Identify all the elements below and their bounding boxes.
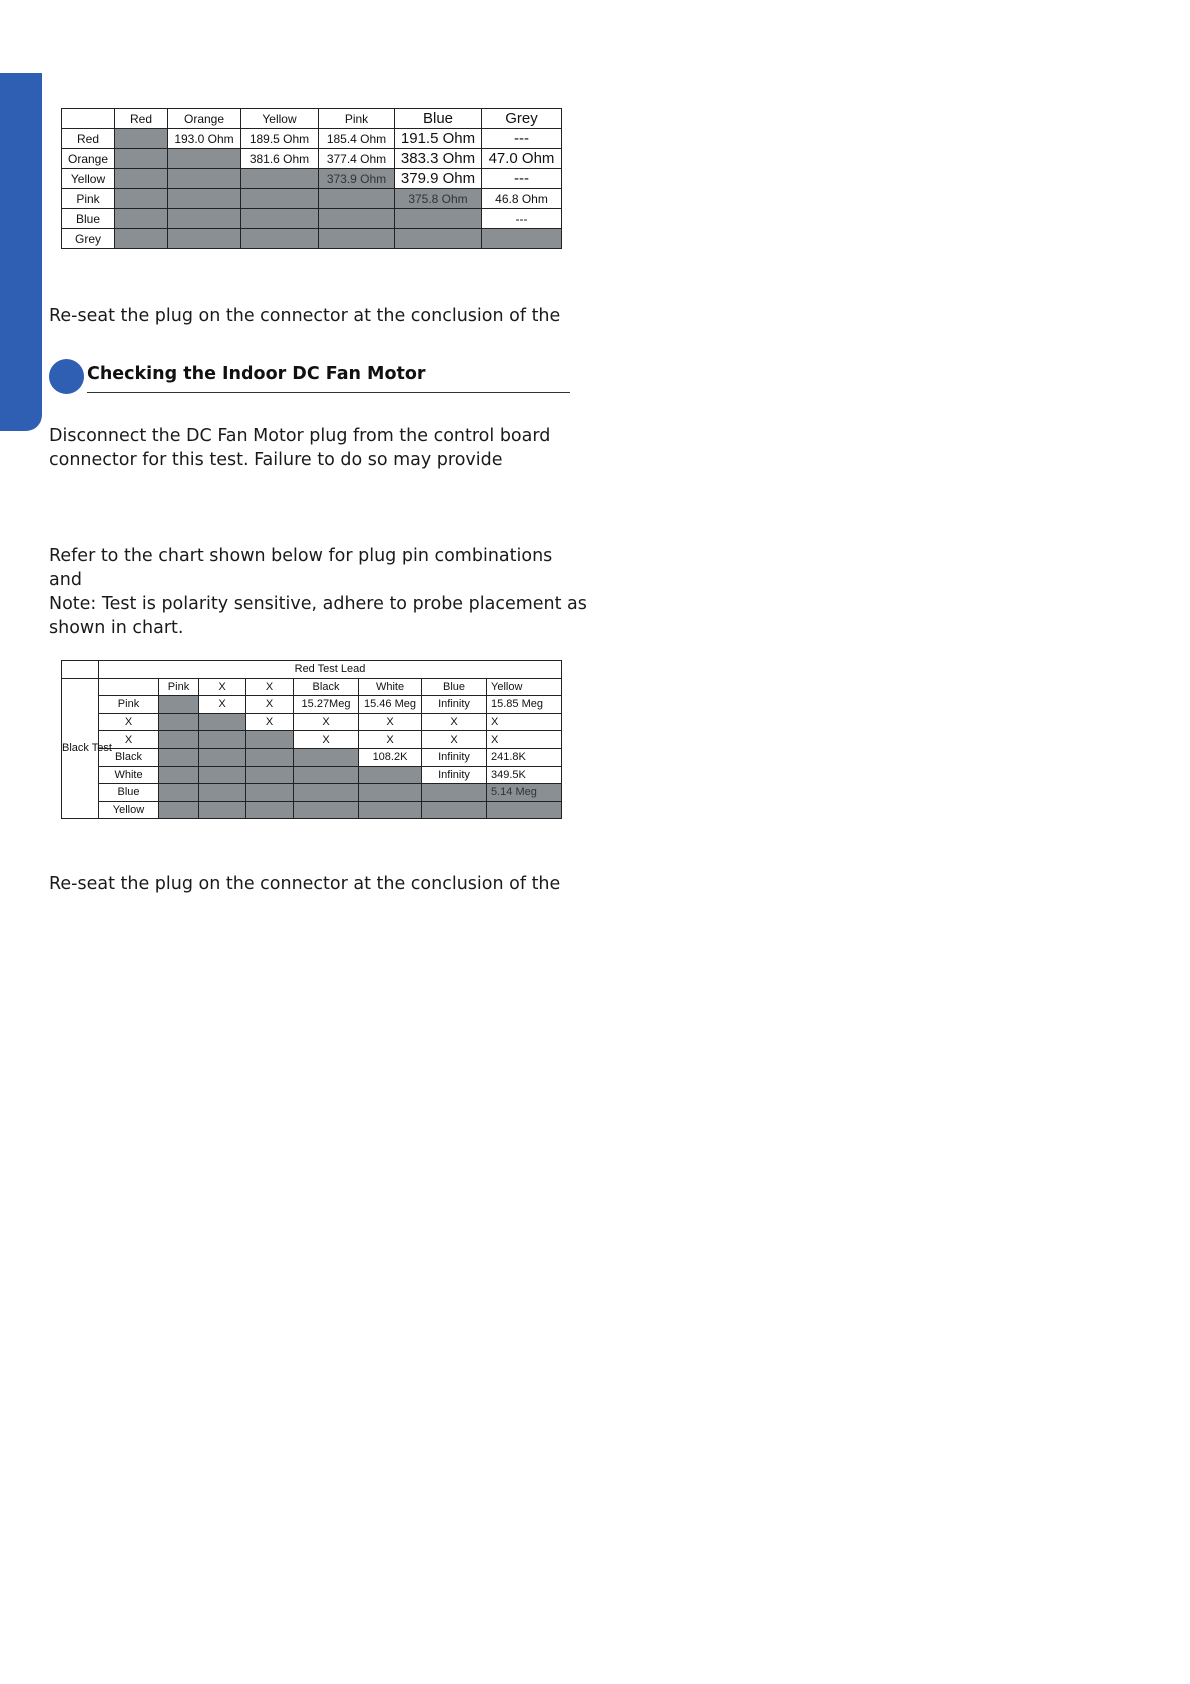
table-row	[62, 229, 562, 249]
column-header: Pink	[319, 109, 395, 129]
table-cell: X	[422, 731, 487, 749]
shaded-cell	[395, 209, 482, 229]
shaded-cell	[199, 713, 246, 731]
shaded-cell	[115, 209, 168, 229]
shaded-cell	[115, 229, 168, 249]
shaded-cell	[159, 801, 199, 819]
column-header: Yellow	[487, 678, 562, 696]
table-cell: 383.3 Ohm	[395, 149, 482, 169]
column-header: Blue	[395, 109, 482, 129]
shaded-cell	[241, 169, 319, 189]
shaded-cell	[199, 748, 246, 766]
column-header: Black	[294, 678, 359, 696]
shaded-cell	[159, 766, 199, 784]
shaded-cell	[159, 748, 199, 766]
row-header: Red	[62, 129, 115, 149]
table-cell: 47.0 Ohm	[482, 149, 562, 169]
shaded-cell	[168, 149, 241, 169]
table-cell: ---	[482, 169, 562, 189]
table-cell: Infinity	[422, 748, 487, 766]
table-cell: X	[246, 696, 294, 714]
table-cell: 381.6 Ohm	[241, 149, 319, 169]
table-cell: 108.2K	[359, 748, 422, 766]
shaded-cell	[115, 129, 168, 149]
polarity-note: Note: Test is polarity sensitive, adhere to probe placement as shown in chart.	[49, 594, 587, 638]
shaded-cell	[319, 229, 395, 249]
shaded-cell	[294, 784, 359, 802]
shaded-cell	[422, 784, 487, 802]
table-header-row	[62, 109, 562, 129]
row-header: X	[99, 731, 159, 749]
table-cell: ---	[482, 129, 562, 149]
corner-cell	[99, 678, 159, 696]
table-row	[62, 713, 562, 731]
table-row	[62, 169, 562, 189]
shaded-cell	[241, 209, 319, 229]
table-cell: Infinity	[422, 696, 487, 714]
table-row	[62, 149, 562, 169]
shaded-cell	[359, 766, 422, 784]
shaded-cell	[294, 801, 359, 819]
table-cell: X	[294, 731, 359, 749]
table-cell: Infinity	[422, 766, 487, 784]
row-header: Pink	[62, 189, 115, 209]
row-header: Yellow	[62, 169, 115, 189]
table-cell: 191.5 Ohm	[395, 129, 482, 149]
table-row	[62, 209, 562, 229]
table-row	[62, 784, 562, 802]
black-test-lead-label: Black Test	[62, 678, 99, 819]
column-header: Yellow	[241, 109, 319, 129]
section-title: Checking the Indoor DC Fan Motor	[87, 364, 426, 384]
table-row	[62, 766, 562, 784]
shaded-cell	[482, 229, 562, 249]
table-cell: X	[199, 696, 246, 714]
row-header: Yellow	[99, 801, 159, 819]
table-cell: 189.5 Ohm	[241, 129, 319, 149]
table-row	[62, 748, 562, 766]
table-header-row	[62, 661, 562, 679]
shaded-cell	[487, 801, 562, 819]
row-header: Orange	[62, 149, 115, 169]
reseat-plug-note: Re-seat the plug on the connector at the conclusion of the	[49, 306, 561, 326]
row-header: Grey	[62, 229, 115, 249]
table-cell: 377.4 Ohm	[319, 149, 395, 169]
row-header: Black	[99, 748, 159, 766]
row-header: Blue	[62, 209, 115, 229]
shaded-cell	[359, 801, 422, 819]
shaded-cell	[159, 696, 199, 714]
table-cell: X	[487, 731, 562, 749]
fan-motor-resistance-table	[61, 660, 562, 819]
table-cell: X	[359, 731, 422, 749]
shaded-cell	[199, 801, 246, 819]
table-cell: 193.0 Ohm	[168, 129, 241, 149]
table-row	[62, 731, 562, 749]
shaded-cell	[395, 229, 482, 249]
table-row	[62, 189, 562, 209]
shaded-cell	[241, 229, 319, 249]
red-test-lead-label: Red Test Lead	[99, 661, 562, 679]
table-cell: 15.85 Meg	[487, 696, 562, 714]
shaded-cell	[115, 149, 168, 169]
table-cell: 375.8 Ohm	[395, 189, 482, 209]
shaded-cell	[246, 748, 294, 766]
column-header: X	[246, 678, 294, 696]
shaded-cell	[246, 784, 294, 802]
shaded-cell	[168, 229, 241, 249]
shaded-cell	[246, 731, 294, 749]
shaded-cell	[422, 801, 487, 819]
reseat-plug-note-2: Re-seat the plug on the connector at the conclusion of the	[49, 874, 561, 894]
row-header: Pink	[99, 696, 159, 714]
table-cell: 185.4 Ohm	[319, 129, 395, 149]
shaded-cell	[199, 766, 246, 784]
table-cell: 15.27Meg	[294, 696, 359, 714]
row-header: White	[99, 766, 159, 784]
row-header: X	[99, 713, 159, 731]
shaded-cell	[115, 169, 168, 189]
row-header: Blue	[99, 784, 159, 802]
disconnect-instruction: Disconnect the DC Fan Motor plug from the control board connector for this test. Failure to do so may provide	[49, 426, 551, 470]
table-cell: X	[487, 713, 562, 731]
corner-cell	[62, 661, 99, 679]
column-header: Orange	[168, 109, 241, 129]
table-cell: 5.14 Meg	[487, 784, 562, 802]
chart-reference-text: Refer to the chart shown below for plug pin combinations and	[49, 546, 553, 590]
table-cell: ---	[482, 209, 562, 229]
shaded-cell	[168, 169, 241, 189]
shaded-cell	[359, 784, 422, 802]
section-underline	[87, 392, 570, 393]
shaded-cell	[246, 766, 294, 784]
shaded-cell	[159, 731, 199, 749]
table-cell: X	[359, 713, 422, 731]
table-cell: X	[294, 713, 359, 731]
table-cell: 379.9 Ohm	[395, 169, 482, 189]
shaded-cell	[294, 766, 359, 784]
shaded-cell	[199, 784, 246, 802]
corner-cell	[62, 109, 115, 129]
table-header-row	[62, 678, 562, 696]
table-row	[62, 801, 562, 819]
shaded-cell	[319, 189, 395, 209]
column-header: Red	[115, 109, 168, 129]
winding-resistance-table	[61, 108, 562, 249]
column-header: Pink	[159, 678, 199, 696]
table-cell: X	[422, 713, 487, 731]
side-tab-marker	[0, 73, 42, 431]
table-cell: 373.9 Ohm	[319, 169, 395, 189]
shaded-cell	[168, 189, 241, 209]
shaded-cell	[199, 731, 246, 749]
table-row	[62, 129, 562, 149]
column-header: Blue	[422, 678, 487, 696]
section-bullet-icon	[49, 359, 84, 394]
shaded-cell	[115, 189, 168, 209]
shaded-cell	[319, 209, 395, 229]
shaded-cell	[241, 189, 319, 209]
column-header: X	[199, 678, 246, 696]
table-cell: 241.8K	[487, 748, 562, 766]
table-cell: 349.5K	[487, 766, 562, 784]
shaded-cell	[168, 209, 241, 229]
shaded-cell	[159, 784, 199, 802]
column-header: Grey	[482, 109, 562, 129]
table-cell: X	[246, 713, 294, 731]
table-cell: 15.46 Meg	[359, 696, 422, 714]
table-cell: 46.8 Ohm	[482, 189, 562, 209]
shaded-cell	[246, 801, 294, 819]
table-row	[62, 696, 562, 714]
shaded-cell	[159, 713, 199, 731]
column-header: White	[359, 678, 422, 696]
shaded-cell	[294, 748, 359, 766]
